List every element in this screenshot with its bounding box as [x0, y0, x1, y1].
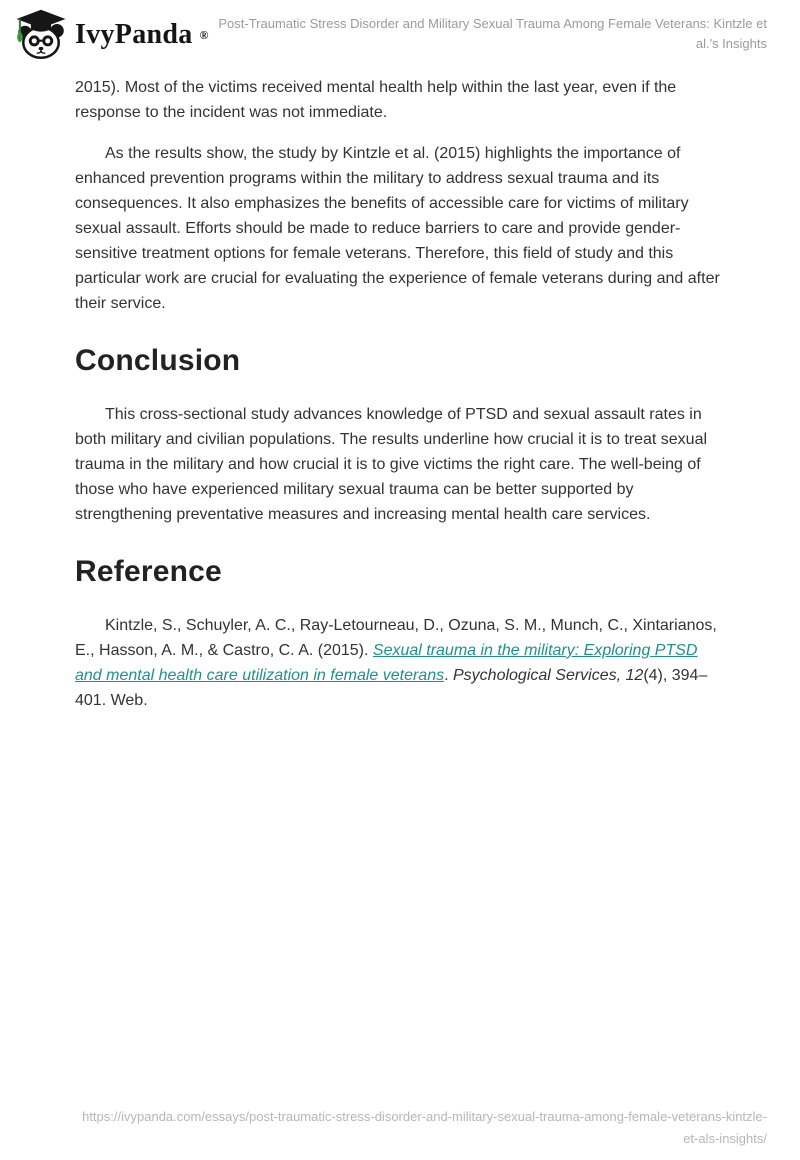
reference-heading: Reference — [75, 555, 222, 588]
reference-issue-pages: (4), 394–401. Web. — [75, 667, 708, 709]
reference-journal-volume: Psychological Services, 12 — [453, 667, 644, 684]
ivypanda-logo — [14, 8, 209, 62]
source-url: https://ivypanda.com/essays/post-traumatic-stress-disorder-and-military-sexual-trauma-among-female-veterans-kintzle-et-als-insights/ — [82, 1109, 767, 1146]
body-paragraph-continuation: 2015). Most of the victims received mental health help within the last year, even if the response to the incident was not immediate. — [75, 79, 677, 121]
conclusion-paragraph: This cross-sectional study advances knowledge of PTSD and sexual assault rates in both military and civilian populations. The results underline how crucial it is to treat sexual trauma in the military and how crucial it is to give victims the right care. The well-being of those who have experienced military sexual trauma can be better supported by strengthening preventative measures and increasing mental health care services. — [75, 406, 708, 523]
reference-article-link[interactable]: Sexual trauma in the military: Exploring PTSD and mental health care utilization in female veterans — [75, 642, 698, 684]
reference-entry — [75, 613, 725, 713]
body-paragraph: As the results show, the study by Kintzle et al. (2015) highlights the importance of enhanced prevention programs within the military to address sexual trauma and its consequences. It also emphasizes the benefits of accessible care for victims of military sexual assault. Efforts should be made to reduce barriers to care and provide gender-sensitive treatment options for female veterans. Therefore, this field of study and this particular work are crucial for evaluating the experience of female veterans during and after their service. — [75, 145, 720, 312]
logo-trademark-symbol: ® — [199, 28, 209, 42]
panda-graduate-icon — [14, 8, 68, 62]
conclusion-heading: Conclusion — [75, 344, 241, 377]
reference-separator: . — [444, 667, 453, 684]
page-footer — [75, 1106, 767, 1150]
document-title: Post-Traumatic Stress Disorder and Military Sexual Trauma Among Female Veterans: Kintzle et al.'s Insights — [218, 16, 767, 51]
essay-content — [0, 62, 800, 713]
page-header — [0, 0, 800, 62]
logo-text: IvyPanda — [75, 19, 193, 50]
reference-authors: Kintzle, S., Schuyler, A. C., Ray-Letourneau, D., Ozuna, S. M., Munch, C., Xintarianos, E., Hasson, A. M., & Castro, C. A. (2015). — [75, 617, 717, 659]
